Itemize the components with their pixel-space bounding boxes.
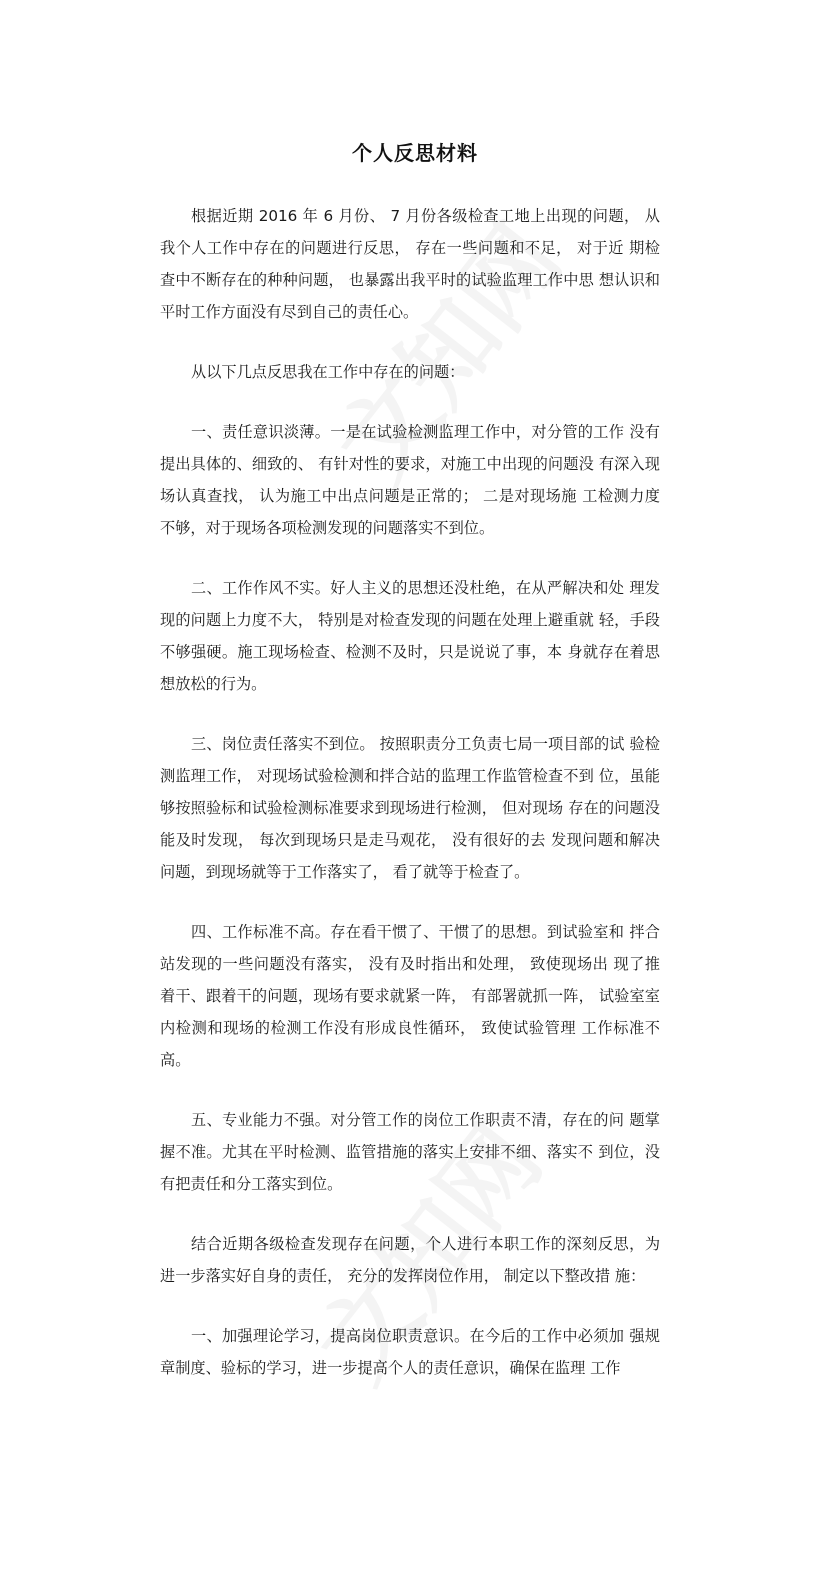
paragraph-point-4: 四、工作标准不高。存在看干惯了、干惯了的思想。到试验室和 拌合站发现的一些问题没有落实， 没有及时指出和处理， 致使现场出 现了推着干、跟着干的问题，现场有要求就紧一阵， 有部署就抓一阵， 试验室室内检测和现场的检测工作没有形成良性循环， 致使试验管理 工作标准不高。 [160,923,660,1069]
document-body [160,200,660,1412]
paragraph-lead: 从以下几点反思我在工作中存在的问题： [191,363,465,381]
paragraph-point-1: 一、责任意识淡薄。一是在试验检测监理工作中，对分管的工作 没有提出具体的、细致的、 有针对性的要求，对施工中出现的问题没 有深入现场认真查找， 认为施工中出点问题是正常的； 二是对现场施 工检测力度不够，对于现场各项检测发现的问题落实不到位。 [160,423,660,537]
paragraph-measure-1: 一、加强理论学习，提高岗位职责意识。在今后的工作中必须加 强规章制度、验标的学习，进一步提高个人的责任意识，确保在监理 工作 [160,1327,660,1377]
paragraph-rectification-intro: 结合近期各级检查发现存在问题，个人进行本职工作的深刻反思，为进一步落实好自身的责任， 充分的发挥岗位作用， 制定以下整改措 施： [160,1235,660,1285]
paragraph-point-5: 五、专业能力不强。对分管工作的岗位工作职责不清，存在的问 题掌握不准。尤其在平时检测、监管措施的落实上安排不细、落实不 到位，没有把责任和分工落实到位。 [160,1111,660,1193]
document-title: 个人反思材料 [352,141,478,165]
paragraph-point-2: 二、工作作风不实。好人主义的思想还没杜绝，在从严解决和处 理发现的问题上力度不大， 特别是对检查发现的问题在处理上避重就 轻，手段不够强硬。施工现场检查、检测不及时，只是说说了事，本 身就存在着思想放松的行为。 [160,579,660,693]
paragraph-intro: 根据近期 2016 年 6 月份、 7 月份各级检查工地上出现的问题， 从我个人工作中存在的问题进行反思， 存在一些问题和不足， 对于近 期检查中不断存在的种种问题， 也暴露出我平时的试验监理工作中思 想认识和平时工作方面没有尽到自己的责任心。 [160,207,660,321]
paragraph-point-3: 三、岗位责任落实不到位。 按照职责分工负责七局一项目部的试 验检测监理工作， 对现场试验检测和拌合站的监理工作监管检查不到 位，虽能够按照验标和试验检测标准要求到现场进行检测， 但对现场 存在的问题没能及时发现， 每次到现场只是走马观花， 没有很好的去 发现问题和解决问题，到现场就等于工作落实了， 看了就等于检查了。 [160,735,660,881]
